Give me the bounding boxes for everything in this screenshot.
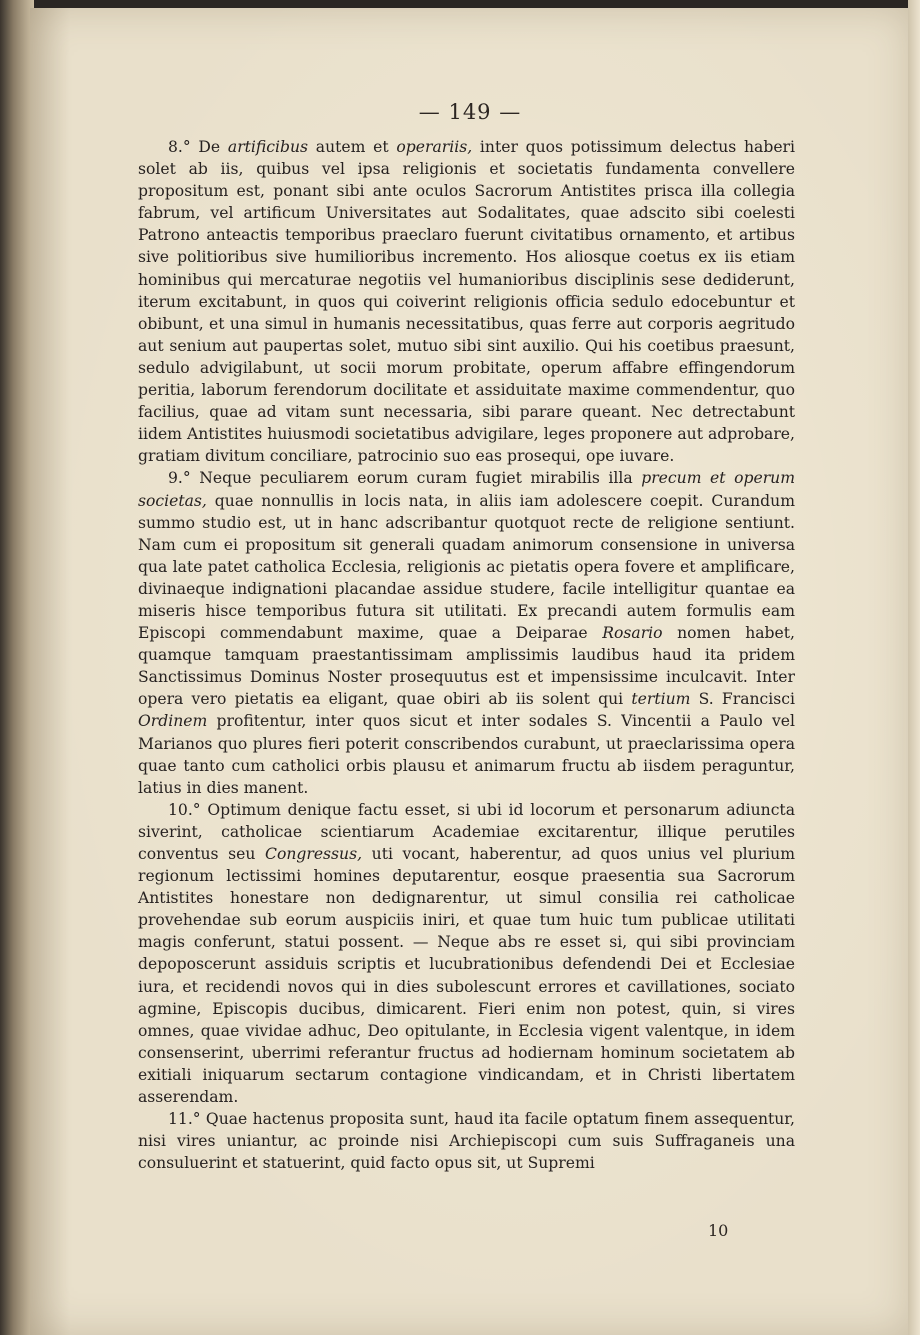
body-text — [138, 136, 795, 1174]
italic-text-segment: tertium — [631, 690, 691, 709]
paragraph-9 — [138, 467, 795, 798]
text-segment: autem et — [308, 138, 397, 156]
book-spine — [0, 0, 34, 1335]
page-edge — [908, 0, 920, 1335]
text-segment: 8.° De — [168, 138, 228, 156]
paragraph-11 — [138, 1108, 795, 1174]
signature-mark: 10 — [708, 1221, 729, 1240]
text-segment: inter quos potissimum delectus haberi solet ab iis, quibus vel ipsa religionis et societatis fundamenta convellere propositum est, ponant sibi ante oculos Sacrorum Antistites prisca illa collegia fabrum, vel artificum Universitates aut Sodalitates, quae adscito sibi coelesti Patrono anteactis temporibus praeclaro fuerunt civitatibus ornamento, et artibus sive politioribus sive humilioribus incremento. Hos aliosque coetus ex iis etiam hominibus qui mercaturae negotiis vel humanioribus disciplinis sese dediderunt, iterum excitabunt, in quos qui coiverint religionis officia sedulo edocebuntur et obibunt, et una simul in humanis necessitatibus, quas ferre aut corporis aegritudo aut senium aut paupertas solet, mutuo sibi sint auxilio. Qui his coetibus praesunt, sedulo advigilabunt, ut socii morum probitate, operum affabre effingendorum peritia, laborum ferendorum docilitate et assiduitate maxime commendentur, quo facilius, quae ad vitam sunt necessaria, sibi parare queant. Nec detrectabunt iidem Antistites huiusmodi societatibus advigilare, leges proponere aut adprobare, gratiam divitum conciliare, patrocinio suo eas prosequi, ope iuvare. — [138, 138, 795, 466]
text-segment: uti vocant, haberentur, ad quos unius vel plurium regionum lectissimi homines deputarentur, eosque praesentia sua Sacrorum Antistites honestare non dedignarentur, ut simul consilia rei catholicae provehendae sub eorum auspiciis iniri, et quae tum huic tum publicae utilitati magis conferunt, statui possent. — Neque abs re esset si, qui sibi provinciam depoposcerunt assiduis scriptis et lucubrationibus defendendi Dei et Ecclesiae iura, et recidendi novos qui in dies subolescunt errores et cavillationes, sociato agmine, Episcopis ducibus, dimicarent. Fieri enim non potest, quin, si vires omnes, quae vividae adhuc, Deo opitulante, in Ecclesia vigent valentque, in idem consenserint, uberrimi referantur fructus ad hodiernam hominum societatem ab exitiali iniquarum sectarum contagione vindicandam, et in Christi libertatem asserendam. — [138, 845, 795, 1107]
italic-text-segment: artificibus — [227, 138, 309, 156]
text-segment: 11.° Quae hactenus proposita sunt, haud ita facile optatum finem assequentur, nisi vires uniantur, ac proinde nisi Archiepiscopi cum suis Suffraganeis una consuluerint et statuerint, quid facto opus sit, ut Supremi — [138, 1110, 795, 1173]
text-segment: profitentur, inter quos sicut et inter sodales S. Vincentii a Paulo vel Marianos quo plures fieri poterit conscribendos curabunt, ut praeclarissima opera quae tanto cum catholici orbis plausu et animarum fructu ab iisdem peraguntur, latius in dies manent. — [138, 712, 795, 797]
book-page — [30, 8, 910, 1335]
text-segment: 9.° Neque peculiarem eorum curam fugiet mirabilis illa — [168, 469, 642, 488]
paragraph-10 — [138, 799, 795, 1108]
text-segment: quae nonnullis in locis nata, in aliis iam adolescere coepit. Curandum summo studio est, ut in hanc adscribantur quotquot recte de religione sentiunt. Nam cum ei propositum sit generali quadam animorum consensione in universa qua late patet catholica Ecclesia, religionis ac pietatis opera fovere et amplificare, divinaeque indignationi placandae assidue studere, facile intelligitur quantae ea miseris hisce temporibus futura sit utilitati. Ex precandi autem formulis eam Episcopi commendabunt maxime, quae a Deiparae — [138, 491, 795, 643]
italic-text-segment: precum et operum societas, — [138, 469, 795, 510]
italic-text-segment: Ordinem — [138, 712, 208, 731]
page-number-header: — 149 — — [418, 100, 522, 124]
text-segment: 10.° Optimum denique factu esset, si ubi id locorum et personarum adiuncta siverint, catholicae scientiarum Academiae excitarentur, illique perutiles conventus seu — [138, 800, 795, 863]
italic-text-segment: operariis, — [396, 138, 473, 156]
text-segment: nomen habet, quamque tamquam praestantissimam amplissimis laudibus haud ita pridem Sanctissimus Dominus Noster prosequutus est et impensissime inculcavit. Inter opera vero pietatis ea eligant, quae obiri ab iis solent qui — [138, 624, 795, 709]
text-segment: S. Francisci — [690, 690, 795, 709]
italic-text-segment: Congressus, — [265, 845, 363, 863]
paragraph-8 — [138, 136, 795, 467]
italic-text-segment: Rosario — [602, 624, 663, 643]
